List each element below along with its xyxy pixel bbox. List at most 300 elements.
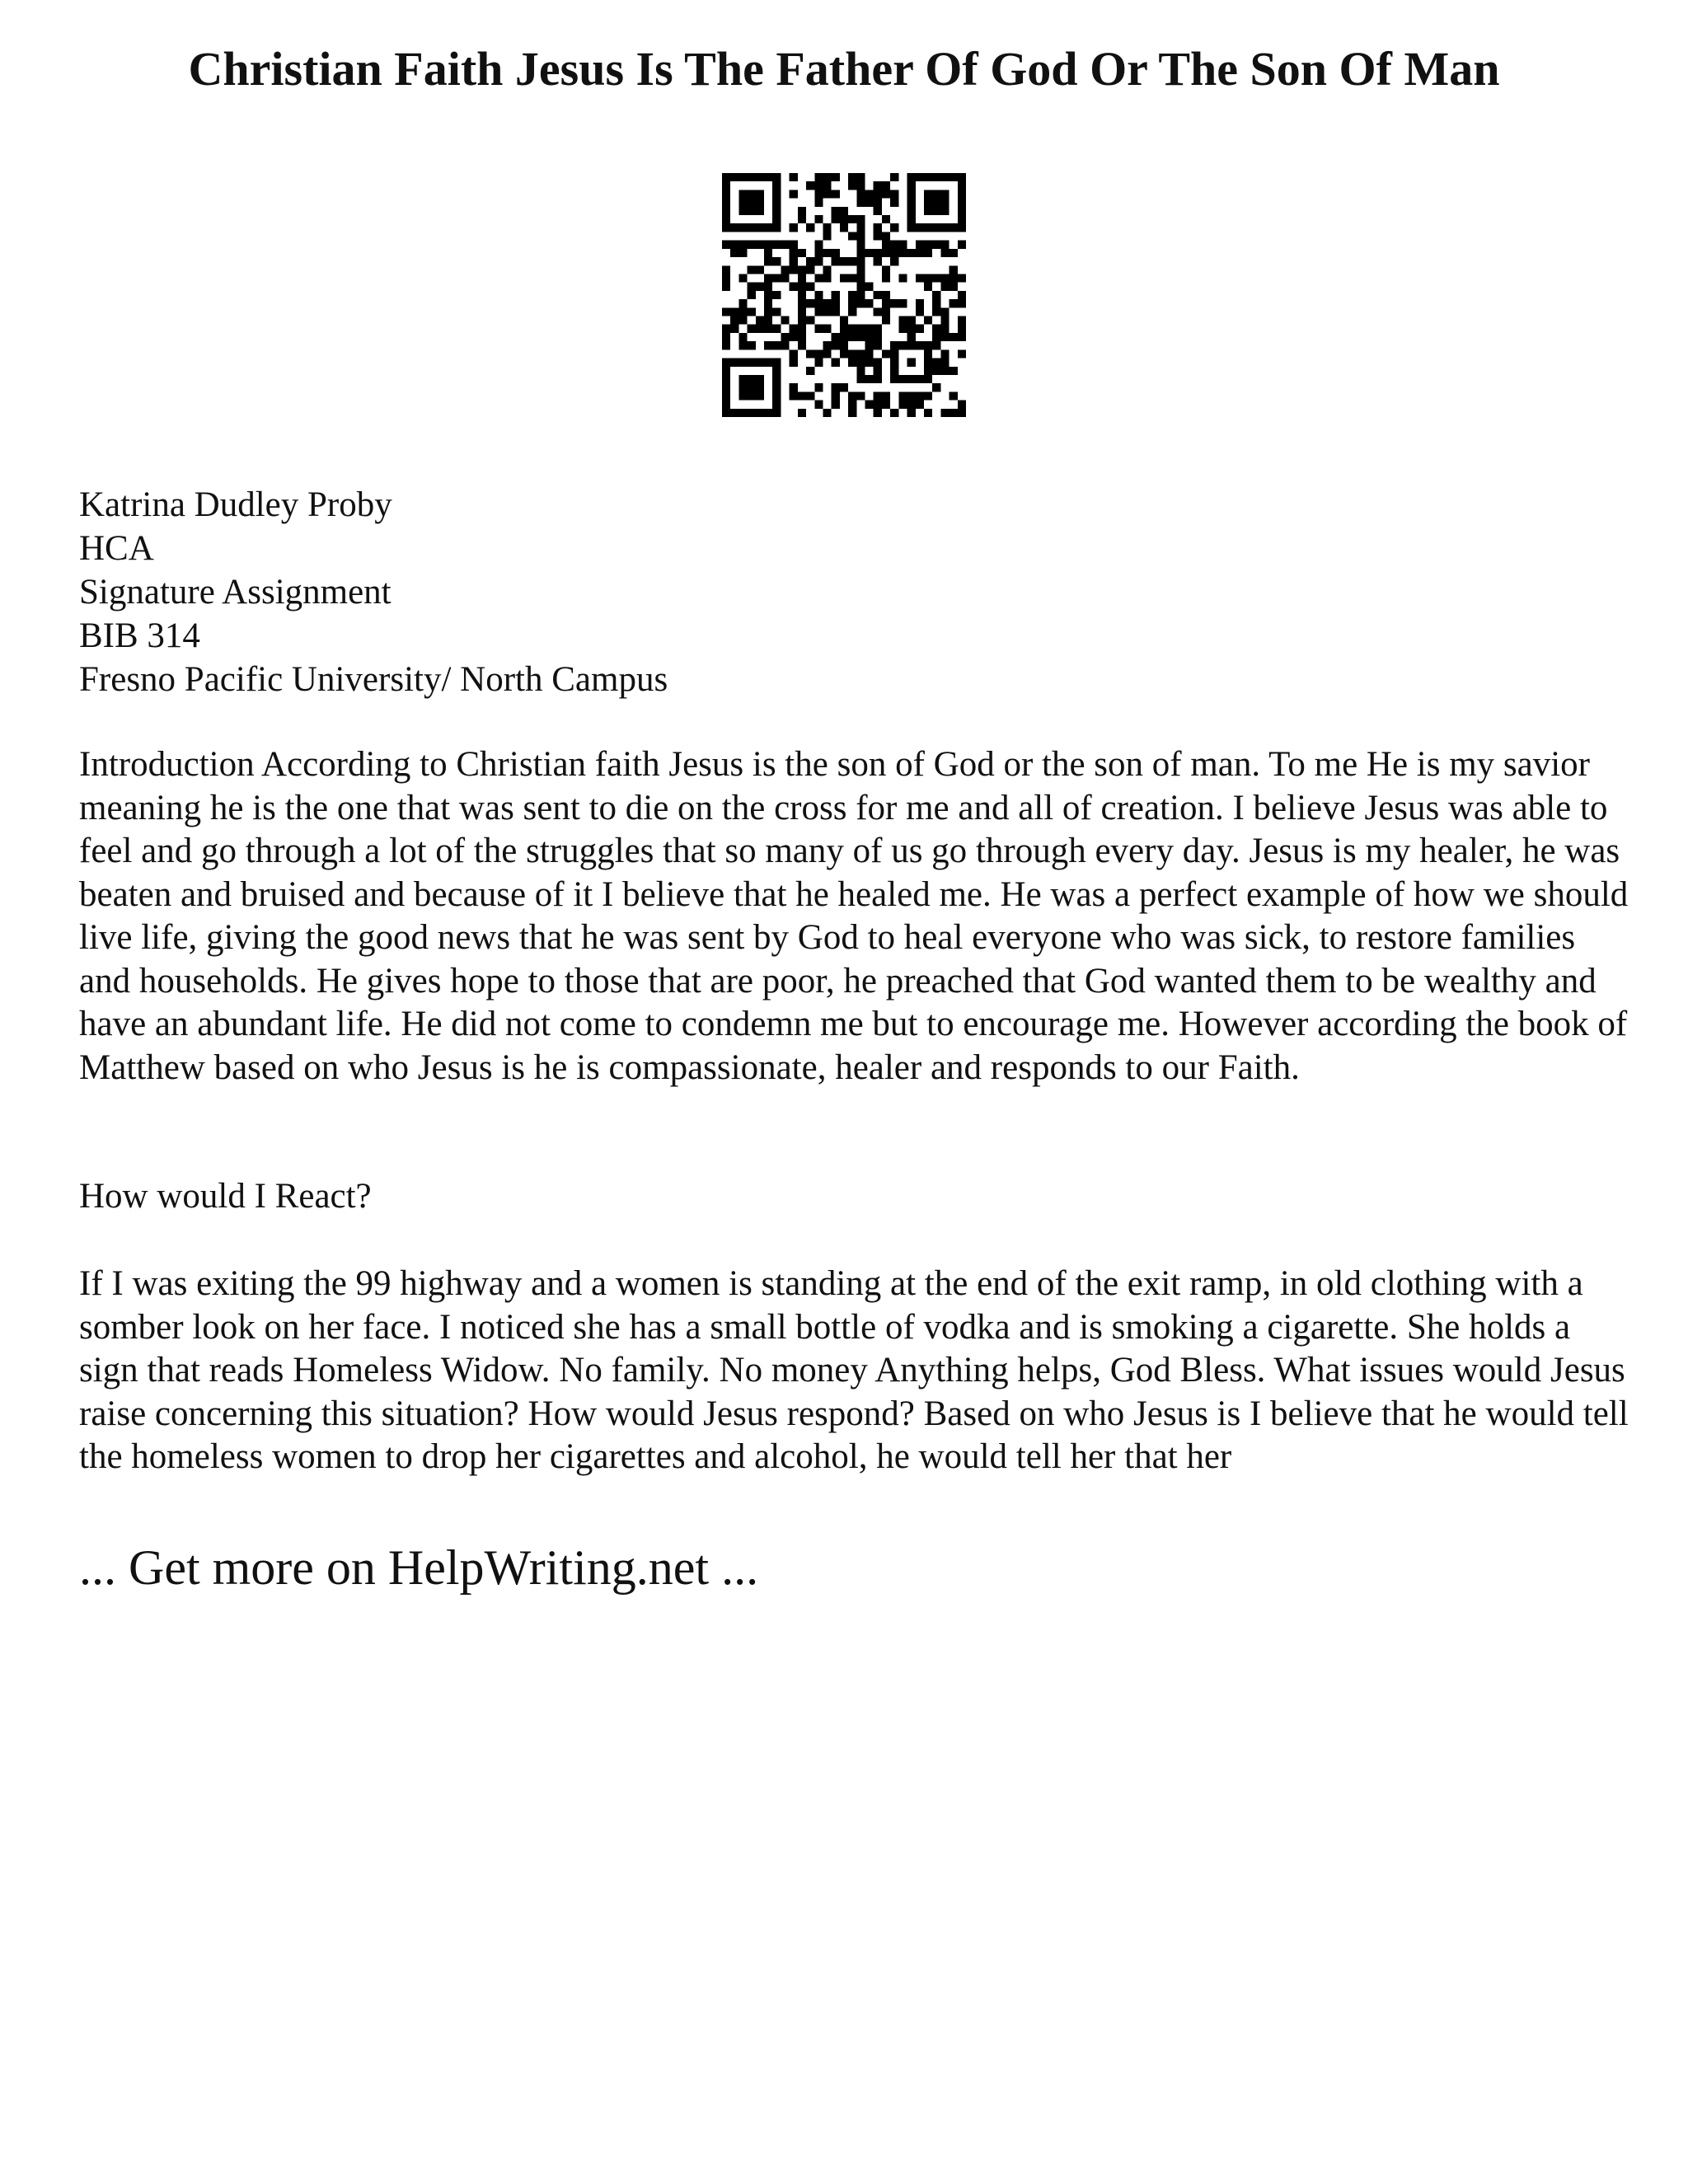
qr-module — [874, 249, 882, 257]
qr-module — [916, 274, 924, 282]
qr-module — [932, 207, 940, 215]
qr-module — [722, 207, 730, 215]
qr-module — [738, 249, 747, 257]
qr-module — [874, 223, 882, 232]
qr-module — [890, 190, 898, 198]
qr-module — [907, 181, 916, 190]
qr-module — [874, 409, 882, 417]
qr-module — [932, 341, 940, 349]
qr-module — [916, 325, 924, 333]
qr-module — [790, 333, 798, 341]
qr-module — [748, 341, 756, 349]
qr-module — [874, 359, 882, 367]
qr-module — [932, 291, 940, 299]
qr-module — [848, 173, 856, 181]
qr-module — [772, 367, 781, 375]
qr-module — [940, 325, 949, 333]
qr-module — [814, 307, 823, 316]
qr-module — [882, 307, 890, 316]
qr-module — [950, 249, 958, 257]
qr-module — [832, 359, 840, 367]
qr-module — [924, 349, 932, 358]
qr-module — [790, 223, 798, 232]
qr-module — [730, 325, 738, 333]
qr-module — [790, 383, 798, 391]
qr-module — [823, 307, 831, 316]
qr-module — [916, 391, 924, 400]
qr-module — [748, 383, 756, 391]
qr-module — [772, 199, 781, 207]
qr-module — [722, 265, 730, 274]
qr-module — [730, 409, 738, 417]
qr-module — [798, 207, 806, 215]
qr-module — [738, 199, 747, 207]
qr-module — [856, 257, 865, 265]
qr-module — [940, 409, 949, 417]
qr-module — [772, 241, 781, 249]
qr-module — [958, 401, 966, 409]
qr-module — [932, 173, 940, 181]
qr-module — [798, 283, 806, 291]
qr-module — [764, 409, 772, 417]
qr-module — [890, 359, 898, 367]
qr-module — [856, 367, 865, 375]
qr-module — [924, 409, 932, 417]
qr-module — [772, 409, 781, 417]
get-more-link[interactable]: ... Get more on HelpWriting.net ... — [79, 1540, 759, 1595]
qr-module — [764, 291, 772, 299]
qr-module — [748, 283, 756, 291]
qr-module — [916, 223, 924, 232]
qr-module — [781, 265, 789, 274]
qr-module — [764, 325, 772, 333]
qr-module — [882, 299, 890, 307]
qr-module — [814, 257, 823, 265]
qr-module — [856, 333, 865, 341]
qr-module — [722, 283, 730, 291]
qr-module — [772, 223, 781, 232]
qr-module — [748, 207, 756, 215]
qr-module — [932, 274, 940, 282]
qr-module — [772, 181, 781, 190]
qr-module — [806, 299, 814, 307]
qr-module — [738, 375, 747, 383]
qr-module — [882, 249, 890, 257]
qr-module — [856, 181, 865, 190]
qr-module — [832, 401, 840, 409]
qr-module — [932, 223, 940, 232]
qr-module — [865, 190, 874, 198]
qr-module — [907, 325, 916, 333]
qr-module — [958, 215, 966, 223]
qr-module — [756, 283, 764, 291]
qr-module — [748, 291, 756, 299]
qr-module — [772, 341, 781, 349]
qr-module — [832, 307, 840, 316]
qr-module — [756, 223, 764, 232]
qr-module — [874, 207, 882, 215]
qr-module — [722, 274, 730, 282]
qr-module — [958, 325, 966, 333]
qr-module — [814, 383, 823, 391]
qr-module — [924, 223, 932, 232]
qr-module — [748, 265, 756, 274]
qr-module — [890, 409, 898, 417]
qr-module — [790, 283, 798, 291]
qr-module — [958, 207, 966, 215]
qr-module — [814, 215, 823, 223]
qr-module — [924, 341, 932, 349]
qr-module — [898, 316, 907, 325]
qr-module — [764, 316, 772, 325]
qr-module — [748, 325, 756, 333]
qr-module — [932, 359, 940, 367]
qr-module — [932, 325, 940, 333]
qr-module — [798, 391, 806, 400]
qr-module — [806, 283, 814, 291]
qr-module — [764, 307, 772, 316]
qr-module — [932, 199, 940, 207]
qr-module — [907, 190, 916, 198]
qr-module — [856, 232, 865, 240]
qr-module — [898, 241, 907, 249]
qr-module — [865, 299, 874, 307]
qr-module — [856, 359, 865, 367]
qr-module — [874, 232, 882, 240]
qr-module — [932, 383, 940, 391]
qr-module — [722, 391, 730, 400]
scenario-paragraph: If I was exiting the 99 highway and a women is standing at the end of the exit ramp, in old clothing with a somber look on her face. I noticed she has a small bottle of vodka and is smoking a cigarette. She holds a sign that reads Homeless Widow. No family. No money Anything helps, God Bless. What issues would Jesus raise concerning this situation? How would Jesus respond? Based on who Jesus is I believe that he would tell the homeless women to drop her cigarettes and alcohol, he would tell her that her — [79, 1264, 1629, 1476]
qr-module — [865, 249, 874, 257]
qr-module — [764, 341, 772, 349]
qr-module — [882, 265, 890, 274]
qr-module — [882, 401, 890, 409]
qr-module — [874, 199, 882, 207]
qr-module — [874, 333, 882, 341]
qr-module — [798, 333, 806, 341]
qr-module — [832, 341, 840, 349]
qr-module — [790, 249, 798, 257]
qr-module — [764, 299, 772, 307]
qr-module — [898, 401, 907, 409]
qr-module — [907, 316, 916, 325]
qr-module — [798, 215, 806, 223]
qr-module — [840, 325, 848, 333]
qr-module — [898, 274, 907, 282]
qr-module — [907, 199, 916, 207]
qr-module — [722, 359, 730, 367]
qr-module — [890, 241, 898, 249]
qr-module — [832, 257, 840, 265]
qr-module — [940, 199, 949, 207]
qr-module — [932, 367, 940, 375]
qr-module — [738, 307, 747, 316]
qr-module — [722, 333, 730, 341]
qr-module — [756, 375, 764, 383]
qr-module — [890, 349, 898, 358]
qr-module — [738, 341, 747, 349]
qr-module — [890, 341, 898, 349]
qr-module — [814, 241, 823, 249]
qr-module — [772, 207, 781, 215]
qr-module — [748, 409, 756, 417]
qr-module — [840, 341, 848, 349]
qr-module — [814, 274, 823, 282]
qr-module — [790, 349, 798, 358]
qr-module — [898, 299, 907, 307]
qr-module — [882, 190, 890, 198]
qr-module — [882, 274, 890, 282]
qr-module — [950, 265, 958, 274]
qr-module — [781, 274, 789, 282]
qr-module — [898, 341, 907, 349]
qr-module — [748, 391, 756, 400]
qr-module — [823, 409, 831, 417]
qr-module — [848, 333, 856, 341]
qr-module — [756, 173, 764, 181]
qr-module — [940, 333, 949, 341]
qr-module — [738, 190, 747, 198]
qr-module — [848, 291, 856, 299]
qr-module — [856, 299, 865, 307]
qr-module — [958, 241, 966, 249]
assignment-type: Signature Assignment — [79, 573, 392, 612]
qr-module — [781, 333, 789, 341]
qr-module — [814, 173, 823, 181]
qr-module — [756, 391, 764, 400]
qr-module — [848, 257, 856, 265]
qr-module — [823, 299, 831, 307]
qr-module — [848, 274, 856, 282]
qr-module — [722, 215, 730, 223]
qr-module — [798, 274, 806, 282]
qr-module — [874, 257, 882, 265]
qr-module — [874, 181, 882, 190]
qr-module — [848, 349, 856, 358]
qr-module — [730, 359, 738, 367]
qr-module — [856, 375, 865, 383]
qr-module — [748, 241, 756, 249]
qr-module — [907, 401, 916, 409]
qr-module — [722, 223, 730, 232]
qr-module — [823, 232, 831, 240]
qr-module — [940, 359, 949, 367]
qr-module — [814, 299, 823, 307]
qr-module — [907, 207, 916, 215]
qr-module — [832, 190, 840, 198]
qr-module — [722, 181, 730, 190]
qr-module — [722, 241, 730, 249]
qr-module — [738, 207, 747, 215]
qr-module — [790, 241, 798, 249]
qr-module — [856, 349, 865, 358]
qr-module — [958, 349, 966, 358]
qr-module — [772, 274, 781, 282]
qr-module — [730, 307, 738, 316]
qr-code-icon[interactable] — [722, 173, 966, 417]
qr-module — [806, 349, 814, 358]
qr-module — [814, 190, 823, 198]
qr-module — [907, 223, 916, 232]
qr-module — [848, 232, 856, 240]
qr-module — [874, 341, 882, 349]
qr-module — [865, 283, 874, 291]
qr-module — [865, 349, 874, 358]
qr-module — [806, 257, 814, 265]
qr-module — [932, 333, 940, 341]
qr-module — [874, 367, 882, 375]
qr-module — [840, 274, 848, 282]
qr-module — [882, 241, 890, 249]
qr-module — [840, 207, 848, 215]
qr-module — [814, 325, 823, 333]
qr-module — [823, 341, 831, 349]
qr-module — [806, 391, 814, 400]
qr-module — [898, 249, 907, 257]
qr-module — [832, 383, 840, 391]
qr-module — [940, 307, 949, 316]
qr-module — [924, 391, 932, 400]
qr-module — [772, 375, 781, 383]
qr-module — [840, 316, 848, 325]
qr-module — [882, 316, 890, 325]
qr-module — [772, 257, 781, 265]
author-organization: HCA — [79, 529, 154, 568]
qr-module — [798, 265, 806, 274]
qr-module — [764, 241, 772, 249]
qr-module — [722, 375, 730, 383]
qr-module — [940, 283, 949, 291]
qr-module — [756, 409, 764, 417]
qr-module — [924, 199, 932, 207]
qr-module — [764, 173, 772, 181]
qr-module — [898, 325, 907, 333]
qr-module — [832, 173, 840, 181]
qr-module — [764, 257, 772, 265]
qr-module — [738, 383, 747, 391]
qr-module — [764, 223, 772, 232]
qr-module — [781, 241, 789, 249]
qr-module — [798, 409, 806, 417]
qr-module — [756, 383, 764, 391]
qr-module — [840, 383, 848, 391]
qr-module — [950, 173, 958, 181]
qr-module — [748, 375, 756, 383]
qr-module — [950, 223, 958, 232]
qr-module — [756, 190, 764, 198]
qr-module — [932, 307, 940, 316]
qr-module — [814, 249, 823, 257]
qr-module — [958, 316, 966, 325]
qr-module — [924, 316, 932, 325]
qr-module — [806, 223, 814, 232]
qr-module — [916, 241, 924, 249]
qr-module — [924, 274, 932, 282]
qr-module — [924, 241, 932, 249]
qr-module — [848, 215, 856, 223]
qr-module — [940, 274, 949, 282]
qr-module — [756, 265, 764, 274]
qr-module — [722, 190, 730, 198]
qr-module — [790, 325, 798, 333]
qr-module — [856, 325, 865, 333]
qr-module — [958, 223, 966, 232]
qr-module — [890, 173, 898, 181]
qr-module — [907, 375, 916, 383]
qr-module — [738, 391, 747, 400]
university-name: Fresno Pacific University/ North Campus — [79, 660, 668, 699]
qr-module — [738, 409, 747, 417]
qr-module — [890, 367, 898, 375]
qr-module — [907, 391, 916, 400]
qr-module — [722, 307, 730, 316]
author-info — [79, 483, 1612, 701]
qr-module — [823, 249, 831, 257]
qr-module — [924, 249, 932, 257]
qr-module — [890, 257, 898, 265]
qr-module — [865, 401, 874, 409]
qr-module — [798, 299, 806, 307]
qr-module — [958, 299, 966, 307]
qr-module — [790, 359, 798, 367]
qr-module — [865, 325, 874, 333]
qr-module — [890, 249, 898, 257]
qr-module — [790, 190, 798, 198]
qr-module — [882, 181, 890, 190]
qr-module — [958, 409, 966, 417]
qr-module — [940, 367, 949, 375]
qr-module — [722, 409, 730, 417]
qr-module — [738, 241, 747, 249]
qr-module — [958, 333, 966, 341]
qr-module — [856, 223, 865, 232]
qr-module — [772, 383, 781, 391]
qr-module — [940, 249, 949, 257]
qr-module — [865, 199, 874, 207]
qr-module — [958, 291, 966, 299]
qr-module — [840, 257, 848, 265]
qr-module — [832, 249, 840, 257]
qr-module — [932, 190, 940, 198]
qr-module — [874, 391, 882, 400]
qr-module — [940, 241, 949, 249]
qr-module — [764, 359, 772, 367]
qr-module — [772, 391, 781, 400]
qr-module — [916, 173, 924, 181]
qr-module — [756, 207, 764, 215]
qr-module — [856, 173, 865, 181]
qr-module — [730, 316, 738, 325]
qr-module — [790, 265, 798, 274]
qr-module — [781, 341, 789, 349]
qr-module — [958, 181, 966, 190]
qr-module — [950, 274, 958, 282]
qr-module — [890, 299, 898, 307]
qr-module — [756, 199, 764, 207]
qr-module — [772, 401, 781, 409]
qr-module — [848, 359, 856, 367]
qr-module — [722, 173, 730, 181]
qr-module — [790, 391, 798, 400]
qr-module — [874, 325, 882, 333]
qr-module — [790, 257, 798, 265]
qr-module — [756, 316, 764, 325]
qr-module — [764, 274, 772, 282]
qr-module — [738, 316, 747, 325]
qr-module — [924, 367, 932, 375]
qr-module — [856, 190, 865, 198]
qr-module — [940, 349, 949, 358]
